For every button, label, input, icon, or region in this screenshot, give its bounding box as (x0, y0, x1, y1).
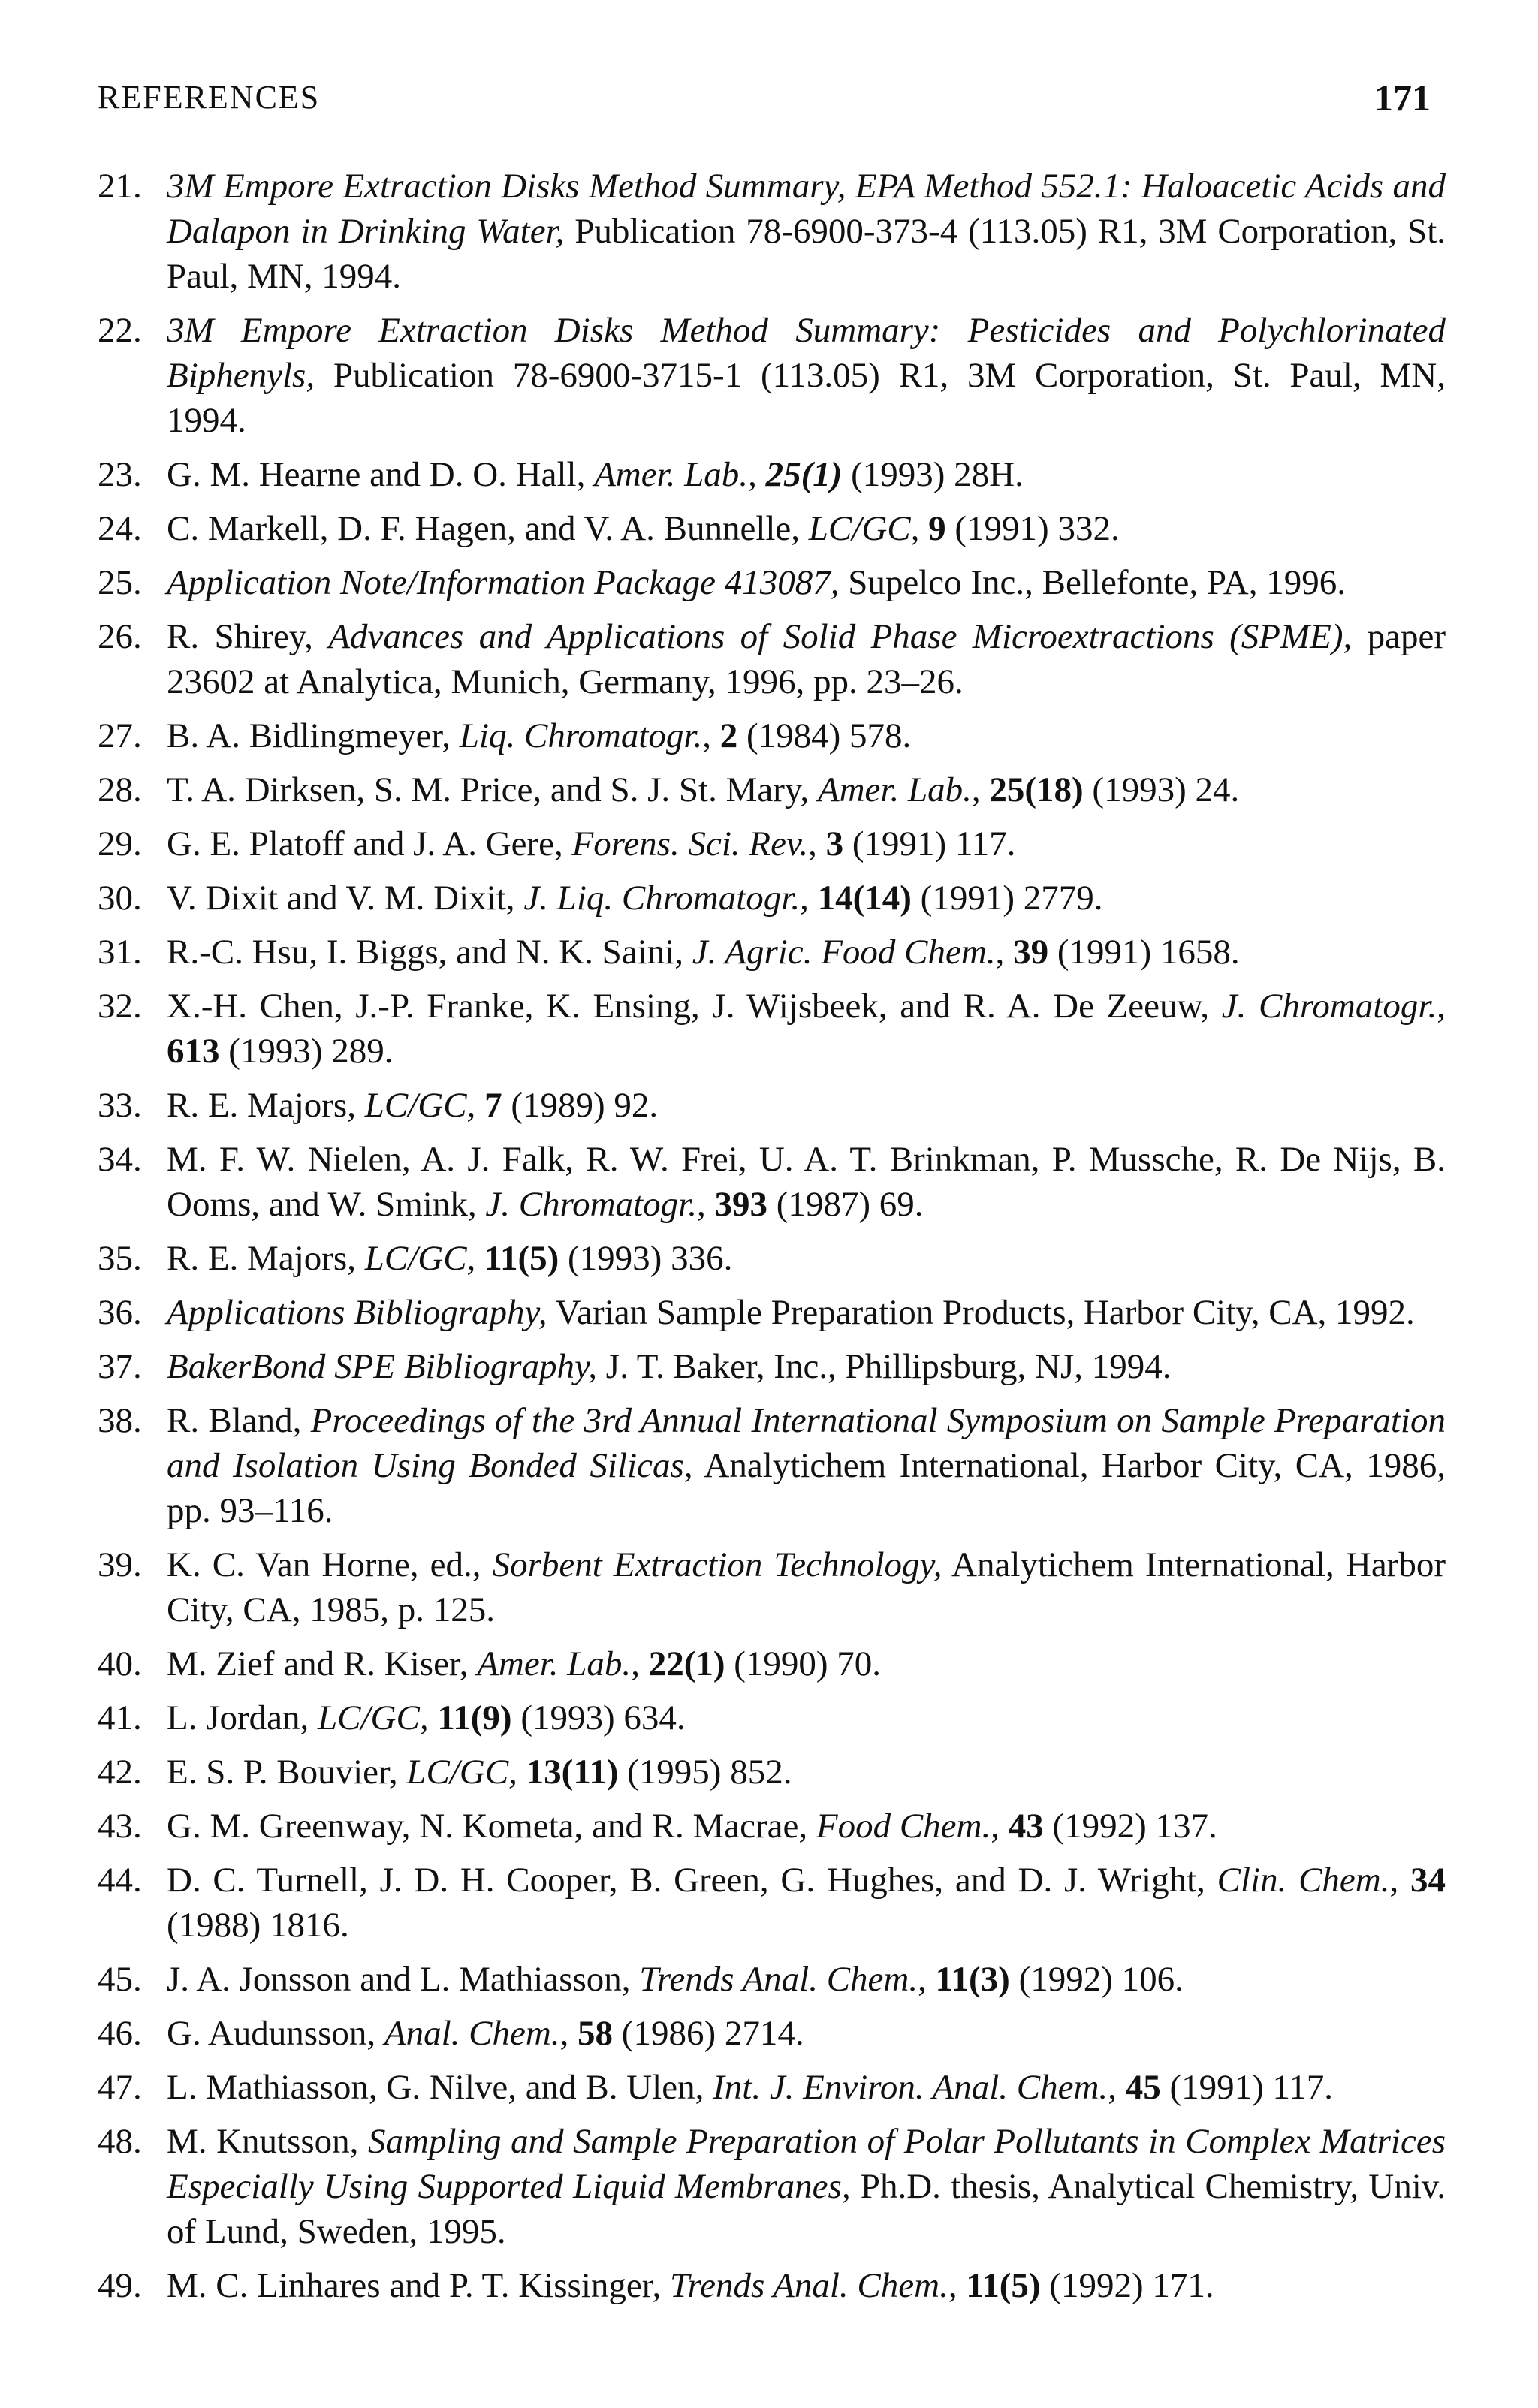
reference-text: G. M. Greenway, N. Kometa, and R. Macrae, Food Chem., 43 (1992) 137. (167, 1807, 1217, 1846)
reference-number: 39. (98, 1545, 142, 1584)
reference-text: C. Markell, D. F. Hagen, and V. A. Bunnelle, LC/GC, 9 (1991) 332. (167, 509, 1120, 548)
reference-number: 40. (98, 1644, 142, 1683)
reference-text: M. F. W. Nielen, A. J. Falk, R. W. Frei, U. A. T. Brinkman, P. Mussche, R. De Nijs, B. Ooms, and W. Smink, J. Chromatogr., 393 (1987) 69. (167, 1140, 1446, 1224)
reference-text: T. A. Dirksen, S. M. Price, and S. J. St. Mary, Amer. Lab., 25(18) (1993) 24. (167, 770, 1240, 809)
reference-text: BakerBond SPE Bibliography, J. T. Baker, Inc., Phillipsburg, NJ, 1994. (167, 1347, 1172, 1386)
reference-number: 45. (98, 1960, 142, 1999)
reference-number: 23. (98, 455, 142, 494)
reference-entry (98, 2011, 1446, 2056)
reference-text: L. Jordan, LC/GC, 11(9) (1993) 634. (167, 1698, 686, 1737)
reference-entry (98, 614, 1446, 704)
reference-text: X.-H. Chen, J.-P. Franke, K. Ensing, J. Wijsbeek, and R. A. De Zeeuw, J. Chromatogr., 613 (1993) 289. (167, 987, 1446, 1071)
reference-number: 27. (98, 716, 142, 755)
reference-entry (98, 875, 1446, 921)
reference-number: 34. (98, 1140, 142, 1179)
reference-text: Application Note/Information Package 413087, Supelco Inc., Bellefonte, PA, 1996. (167, 563, 1346, 602)
reference-entry (98, 767, 1446, 812)
reference-number: 32. (98, 987, 142, 1026)
reference-number: 33. (98, 1086, 142, 1125)
reference-number: 47. (98, 2068, 142, 2107)
reference-entry (98, 1957, 1446, 2002)
reference-entry (98, 1641, 1446, 1686)
reference-list (98, 164, 1446, 2317)
reference-text: 3M Empore Extraction Disks Method Summary, EPA Method 552.1: Haloacetic Acids and Dalapon in Drinking Water, Publication 78-6900-373-4 (113.05) R1, 3M Corporation, St. Paul, MN, 1994. (167, 167, 1446, 296)
reference-entry (98, 1749, 1446, 1795)
reference-number: 21. (98, 167, 142, 206)
reference-number: 29. (98, 824, 142, 863)
reference-entry (98, 1804, 1446, 1849)
reference-entry (98, 2065, 1446, 2110)
reference-text: J. A. Jonsson and L. Mathiasson, Trends Anal. Chem., 11(3) (1992) 106. (167, 1960, 1184, 1999)
reference-text: R. Shirey, Advances and Applications of Solid Phase Microextractions (SPME), paper 23602 at Analytica, Munich, Germany, 1996, pp. 23–26. (167, 617, 1446, 701)
reference-text: 3M Empore Extraction Disks Method Summary: Pesticides and Polychlorinated Biphenyls, Publication 78-6900-3715-1 (113.05) R1, 3M Corporation, St. Paul, MN, 1994. (167, 311, 1446, 440)
reference-text: M. Knutsson, Sampling and Sample Preparation of Polar Pollutants in Complex Matrices Especially Using Supported Liquid Membranes, Ph.D. thesis, Analytical Chemistry, Univ. of Lund, Sweden, 1995. (167, 2122, 1446, 2251)
reference-text: G. M. Hearne and D. O. Hall, Amer. Lab., 25(1) (1993) 28H. (167, 455, 1024, 494)
reference-number: 31. (98, 933, 142, 972)
reference-number: 43. (98, 1807, 142, 1846)
reference-entry (98, 2263, 1446, 2308)
reference-text: G. Audunsson, Anal. Chem., 58 (1986) 2714. (167, 2014, 804, 2053)
reference-entry (98, 2119, 1446, 2254)
reference-entry (98, 164, 1446, 299)
reference-number: 46. (98, 2014, 142, 2053)
reference-entry (98, 1695, 1446, 1740)
section-title: REFERENCES (98, 79, 321, 116)
reference-entry (98, 506, 1446, 551)
reference-text: M. Zief and R. Kiser, Amer. Lab., 22(1) (1990) 70. (167, 1644, 882, 1683)
reference-entry (98, 1542, 1446, 1632)
reference-text: M. C. Linhares and P. T. Kissinger, Trends Anal. Chem., 11(5) (1992) 171. (167, 2266, 1214, 2305)
running-head (98, 75, 1431, 120)
reference-entry (98, 1398, 1446, 1533)
reference-number: 26. (98, 617, 142, 656)
reference-number: 37. (98, 1347, 142, 1386)
reference-entry (98, 930, 1446, 975)
reference-number: 42. (98, 1753, 142, 1792)
reference-entry (98, 984, 1446, 1074)
reference-text: R.-C. Hsu, I. Biggs, and N. K. Saini, J. Agric. Food Chem., 39 (1991) 1658. (167, 933, 1240, 972)
reference-number: 30. (98, 879, 142, 918)
reference-text: V. Dixit and V. M. Dixit, J. Liq. Chromatogr., 14(14) (1991) 2779. (167, 879, 1103, 918)
reference-text: R. Bland, Proceedings of the 3rd Annual International Symposium on Sample Preparation and Isolation Using Bonded Silicas, Analytichem International, Harbor City, CA, 1986, pp. 93–116. (167, 1401, 1446, 1530)
reference-text: R. E. Majors, LC/GC, 11(5) (1993) 336. (167, 1239, 733, 1278)
reference-number: 22. (98, 311, 142, 350)
reference-number: 38. (98, 1401, 142, 1440)
reference-entry (98, 1290, 1446, 1335)
reference-entry (98, 308, 1446, 443)
reference-entry (98, 1858, 1446, 1948)
reference-number: 44. (98, 1861, 142, 1900)
reference-number: 35. (98, 1239, 142, 1278)
reference-number: 48. (98, 2122, 142, 2161)
reference-number: 25. (98, 563, 142, 602)
reference-entry (98, 1236, 1446, 1281)
reference-text: R. E. Majors, LC/GC, 7 (1989) 92. (167, 1086, 659, 1125)
reference-number: 28. (98, 770, 142, 809)
reference-entry (98, 1344, 1446, 1389)
reference-entry (98, 1137, 1446, 1227)
reference-text: G. E. Platoff and J. A. Gere, Forens. Sci. Rev., 3 (1991) 117. (167, 824, 1016, 863)
reference-entry (98, 560, 1446, 605)
reference-text: K. C. Van Horne, ed., Sorbent Extraction Technology, Analytichem International, Harbor City, CA, 1985, p. 125. (167, 1545, 1446, 1629)
reference-entry (98, 452, 1446, 497)
reference-number: 49. (98, 2266, 142, 2305)
page-number: 171 (1374, 77, 1431, 119)
reference-text: B. A. Bidlingmeyer, Liq. Chromatogr., 2 (1984) 578. (167, 716, 912, 755)
reference-entry (98, 713, 1446, 758)
reference-entry (98, 1083, 1446, 1128)
reference-text: Applications Bibliography, Varian Sample Preparation Products, Harbor City, CA, 1992. (167, 1293, 1415, 1332)
reference-text: L. Mathiasson, G. Nilve, and B. Ulen, Int. J. Environ. Anal. Chem., 45 (1991) 117. (167, 2068, 1333, 2107)
reference-number: 24. (98, 509, 142, 548)
reference-number: 36. (98, 1293, 142, 1332)
reference-number: 41. (98, 1698, 142, 1737)
reference-text: D. C. Turnell, J. D. H. Cooper, B. Green, G. Hughes, and D. J. Wright, Clin. Chem., 34 (1988) 1816. (167, 1861, 1446, 1945)
reference-text: E. S. P. Bouvier, LC/GC, 13(11) (1995) 852. (167, 1753, 792, 1792)
reference-entry (98, 821, 1446, 866)
